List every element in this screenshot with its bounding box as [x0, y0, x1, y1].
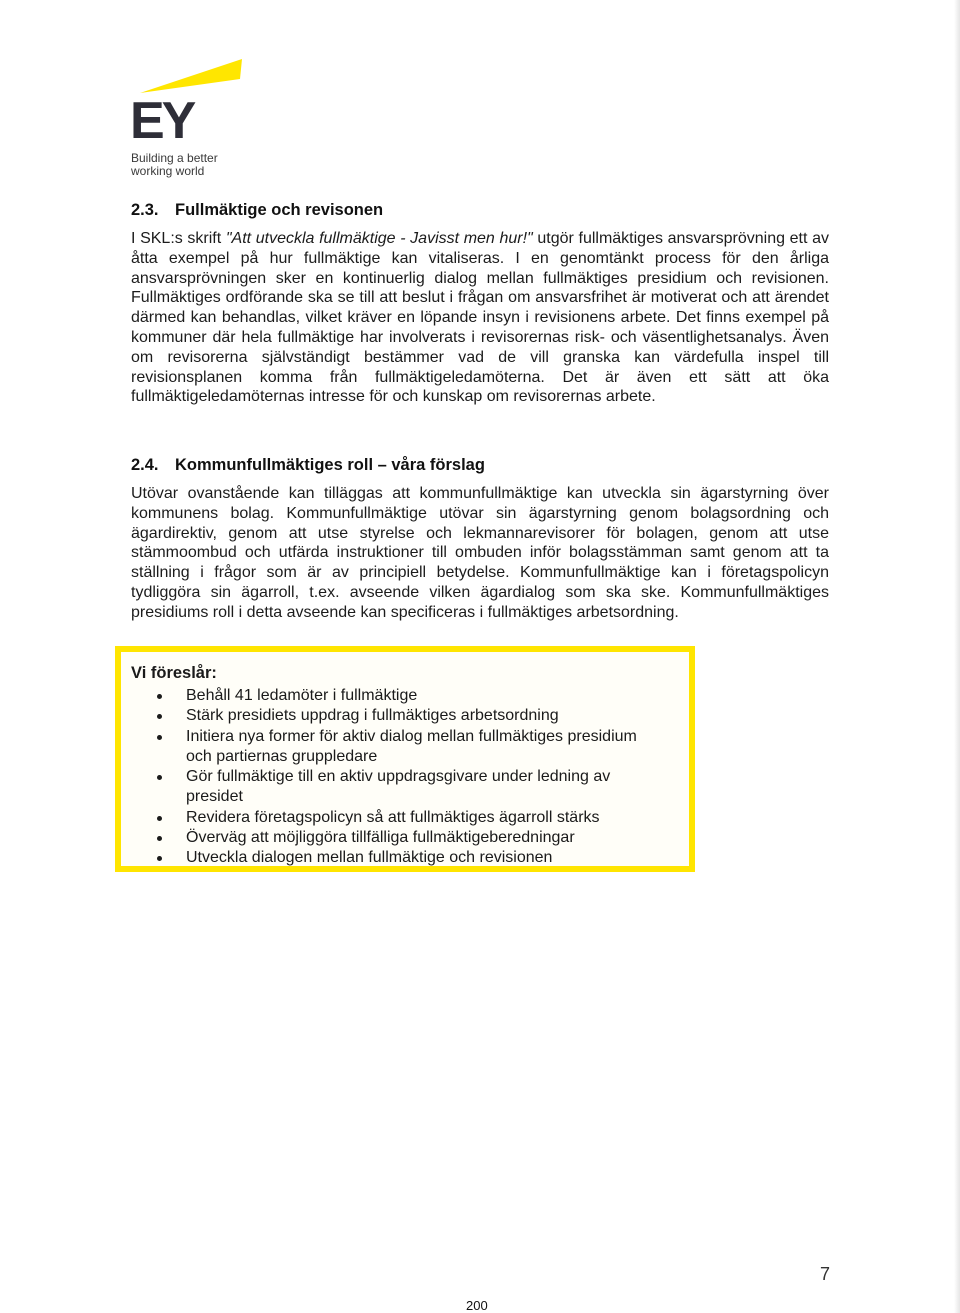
- list-item: [121, 767, 646, 808]
- proposal-list: [121, 686, 681, 869]
- section-2-3-paragraph-rest: utgör fullmäktiges ansvarsprövning ett av åtta exempel på hur fullmäktige kan vitaliseras. I en genomtänkt process för den årliga ansvarsprövningen sker en kontinuerlig dialog mellan fullmäktiges presidium och revisionen. Fullmäktiges ordförande ska se till att beslut i frågan om ansvarsfrihet är motiverat och att ärendet därmed kan behandlas, vilket kräver en löpande insyn i revisionens arbete. Det finns exempel på kommuner där hela fullmäktige har involverats i revisorernas risk- och väsentlighetsanalys. Även om revisorerna självständigt bestämmer vad de vill granska kan värdefulla inspel till revisionsplanen komma från fullmäktigeledamöterna. Det är även ett sätt att öka fullmäktigeledamöternas intresse för och kunskap om revisorernas arbete.: [131, 230, 829, 406]
- section-2-3-paragraph: [131, 229, 829, 407]
- bullet-icon: [157, 775, 162, 780]
- section-2-3-number: 2.3.: [131, 201, 159, 219]
- logo-tagline-line2: working world: [131, 164, 205, 178]
- section-2-4-number: 2.4.: [131, 456, 159, 474]
- section-2-3-title: Fullmäktige och revisonen: [175, 201, 384, 219]
- section-2-4-paragraph: Utövar ovanstående kan tilläggas att kommunfullmäktige kan utveckla sin ägarstyrning över kommunens bolag. Kommunfullmäktige utövar sin ägarstyrning genom bolagsordning och ägardirektiv, genom att utse styrelse och lekmannarevisorer för bolagen, genom att utse stämmoombud och utfärda instruktioner till ombuden inför bolagsstämman samt genom att ta ställning i frågor som är av principiell betydelse. Kommunfullmäktige kan i företagspolicyn tydliggöra sin ägarroll, t.ex. avseende vilken ägardialog som ska ske. Kommunfullmäktiges presidiums roll i detta avseende kan specificeras i fullmäktiges arbetsordning.: [131, 485, 829, 621]
- page-number: 7: [820, 1264, 831, 1284]
- list-item: [121, 828, 646, 848]
- list-item: [121, 686, 646, 706]
- section-2-4-title: Kommunfullmäktiges roll – våra förslag: [175, 456, 485, 474]
- logo-tagline: [131, 152, 241, 178]
- bullet-icon: [157, 836, 162, 841]
- logo-wordmark: EY: [130, 92, 194, 150]
- section-2-3-heading: [131, 200, 383, 220]
- section-2-3-paragraph-start: I SKL:s skrift: [131, 230, 226, 247]
- list-item: [121, 706, 646, 726]
- footer-number: 200: [466, 1298, 488, 1313]
- list-item-text: Gör fullmäktige till en aktiv uppdragsgivare under ledning av presidet: [186, 768, 611, 806]
- list-item-text: Revidera företagspolicyn så att fullmäktiges ägarroll stärks: [186, 808, 600, 826]
- bullet-icon: [157, 714, 162, 719]
- logo-tagline-line1: Building a better: [131, 151, 218, 165]
- bullet-icon: [157, 694, 162, 699]
- publication-title: "Att utveckla fullmäktige - Javisst men hur!": [225, 230, 533, 247]
- list-item: [121, 848, 646, 868]
- list-item-text: Utveckla dialogen mellan fullmäktige och revisionen: [186, 849, 553, 867]
- list-item-text: Stärk presidiets uppdrag i fullmäktiges arbetsordning: [186, 707, 559, 725]
- section-2-4-heading: [131, 455, 485, 475]
- bullet-icon: [157, 816, 162, 821]
- bullet-icon: [157, 856, 162, 861]
- list-item: [121, 808, 646, 828]
- proposal-box: [115, 646, 695, 872]
- list-item: [121, 727, 646, 768]
- page-edge: [954, 0, 960, 1313]
- proposal-title: Vi föreslår:: [131, 664, 217, 682]
- list-item-text: Överväg att möjliggöra tillfälliga fullmäktigeberedningar: [186, 829, 575, 847]
- ey-logo: [130, 55, 245, 180]
- list-item-text: Initiera nya former för aktiv dialog mellan fullmäktiges presidium och partiernas gruppledare: [186, 727, 637, 765]
- bullet-icon: [157, 735, 162, 740]
- list-item-text: Behåll 41 ledamöter i fullmäktige: [186, 687, 418, 704]
